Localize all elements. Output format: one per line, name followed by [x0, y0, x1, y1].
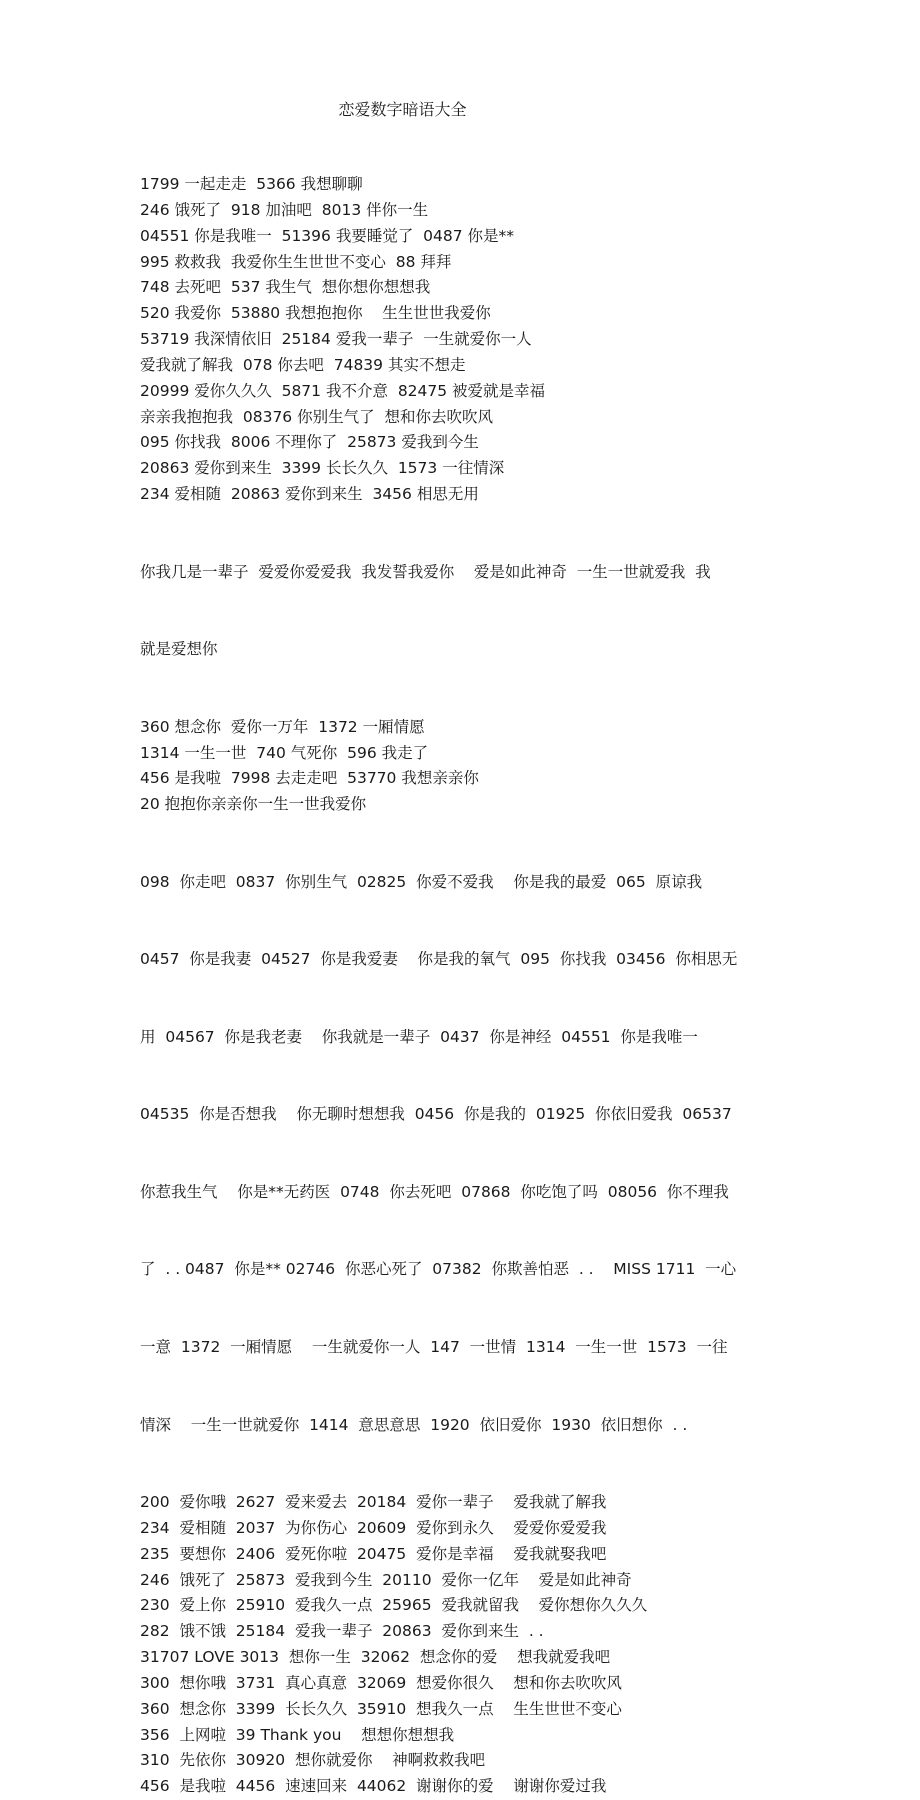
text-line: 310 先依你 30920 想你就爱你 神啊救救我吧: [140, 1751, 486, 1770]
text-line: 234 爱相随 2037 为你伤心 20609 爱你到永久 爱爱你爱爱我: [140, 1518, 607, 1537]
text-line: 300 想你哦 3731 真心真意 32069 想爱你很久 想和你去吹吹风: [140, 1673, 622, 1692]
text-line: 456 是我啦 4456 速速回来 44062 谢谢你的爱 谢谢你爱过我: [140, 1777, 607, 1796]
text-line: 356 上网啦 39 Thank you 想想你想想我: [140, 1725, 455, 1744]
text-line: 246 饿死了 25873 爱我到今生 20110 爱你一亿年 爱是如此神奇: [140, 1570, 632, 1589]
text-line: 456 是我啦 7998 去走走吧 53770 我想亲亲你: [140, 769, 479, 788]
page-title: 恋爱数字暗语大全: [338, 100, 467, 119]
text-line: 234 爱相随 20863 爱你到来生 3456 相思无用: [140, 485, 479, 504]
text-line: 246 饿死了 918 加油吧 8013 伴你一生: [140, 200, 429, 219]
paragraph-line: 就是爱想你: [140, 640, 218, 659]
text-line: 04551 你是我唯一 51396 我要睡觉了 0487 你是**: [140, 226, 515, 245]
paragraph: [140, 508, 812, 715]
text-line: 095 你找我 8006 不理你了 25873 爱我到今生: [140, 433, 479, 452]
text-line: 360 想念你 3399 长长久久 35910 想我久一点 生生世世不变心: [140, 1699, 622, 1718]
paragraph-line: 一意 1372 一厢情愿 一生就爱你一人 147 一世情 1314 一生一世 1573 一往: [140, 1337, 728, 1356]
text-line: 995 救救我 我爱你生生世世不变心 88 拜拜: [140, 252, 452, 271]
text-line: 31707 LOVE 3013 想你一生 32062 想念你的爱 想我就爱我吧: [140, 1648, 611, 1667]
text-line: 爱我就了解我 078 你去吧 74839 其实不想走: [140, 355, 466, 374]
text-line: 20863 爱你到来生 3399 长长久久 1573 一往情深: [140, 459, 505, 478]
paragraph-line: 04535 你是否想我 你无聊时想想我 0456 你是我的 01925 你依旧爱我 06537: [140, 1105, 732, 1124]
text-line: 200 爱你哦 2627 爱来爱去 20184 爱你一辈子 爱我就了解我: [140, 1493, 607, 1512]
text-line: 748 去死吧 537 我生气 想你想你想想我: [140, 278, 431, 297]
text-line: 20999 爱你久久久 5871 我不介意 82475 被爱就是幸福: [140, 381, 546, 400]
text-line: 235 要想你 2406 爱死你啦 20475 爱你是幸福 爱我就娶我吧: [140, 1544, 607, 1563]
paragraph-line: 098 你走吧 0837 你别生气 02825 你爱不爱我 你是我的最爱 065 原谅我: [140, 872, 703, 891]
paragraph-line: 情深 一生一世就爱你 1414 意思意思 1920 依旧爱你 1930 依旧想你 . .: [140, 1415, 688, 1434]
paragraph-line: 了 . . 0487 你是** 02746 你恶心死了 07382 你欺善怕恶 . . MISS 1711 一心: [140, 1260, 737, 1279]
document-body: [140, 172, 812, 1800]
paragraph-line: 用 04567 你是我老妻 你我就是一辈子 0437 你是神经 04551 你是我唯一: [140, 1027, 698, 1046]
text-line: 1799 一起走走 5366 我想聊聊: [140, 175, 363, 193]
text-line: 520 我爱你 53880 我想抱抱你 生生世世我爱你: [140, 304, 491, 323]
text-line: 53719 我深情依旧 25184 爱我一辈子 一生就爱你一人: [140, 330, 532, 349]
text-line: 360 想念你 爱你一万年 1372 一厢情愿: [140, 717, 425, 736]
text-line: 230 爱上你 25910 爱我久一点 25965 爱我就留我 爱你想你久久久: [140, 1596, 648, 1615]
text-line: 1314 一生一世 740 气死你 596 我走了: [140, 743, 429, 762]
text-line: 20 抱抱你亲亲你一生一世我爱你: [140, 795, 367, 814]
text-line: 亲亲我抱抱我 08376 你别生气了 想和你去吹吹风: [140, 407, 493, 426]
paragraph-line: 你惹我生气 你是**无药医 0748 你去死吧 07868 你吃饱了吗 08056 你不理我: [140, 1182, 729, 1201]
text-line: 282 饿不饿 25184 爱我一辈子 20863 爱你到来生 . .: [140, 1622, 544, 1641]
paragraph-line: 你我几是一辈子 爱爱你爱爱我 我发誓我爱你 爱是如此神奇 一生一世就爱我 我: [140, 562, 711, 581]
paragraph: [140, 818, 812, 1490]
paragraph-line: 0457 你是我妻 04527 你是我爱妻 你是我的氧气 095 你找我 03456 你相思无: [140, 950, 738, 969]
